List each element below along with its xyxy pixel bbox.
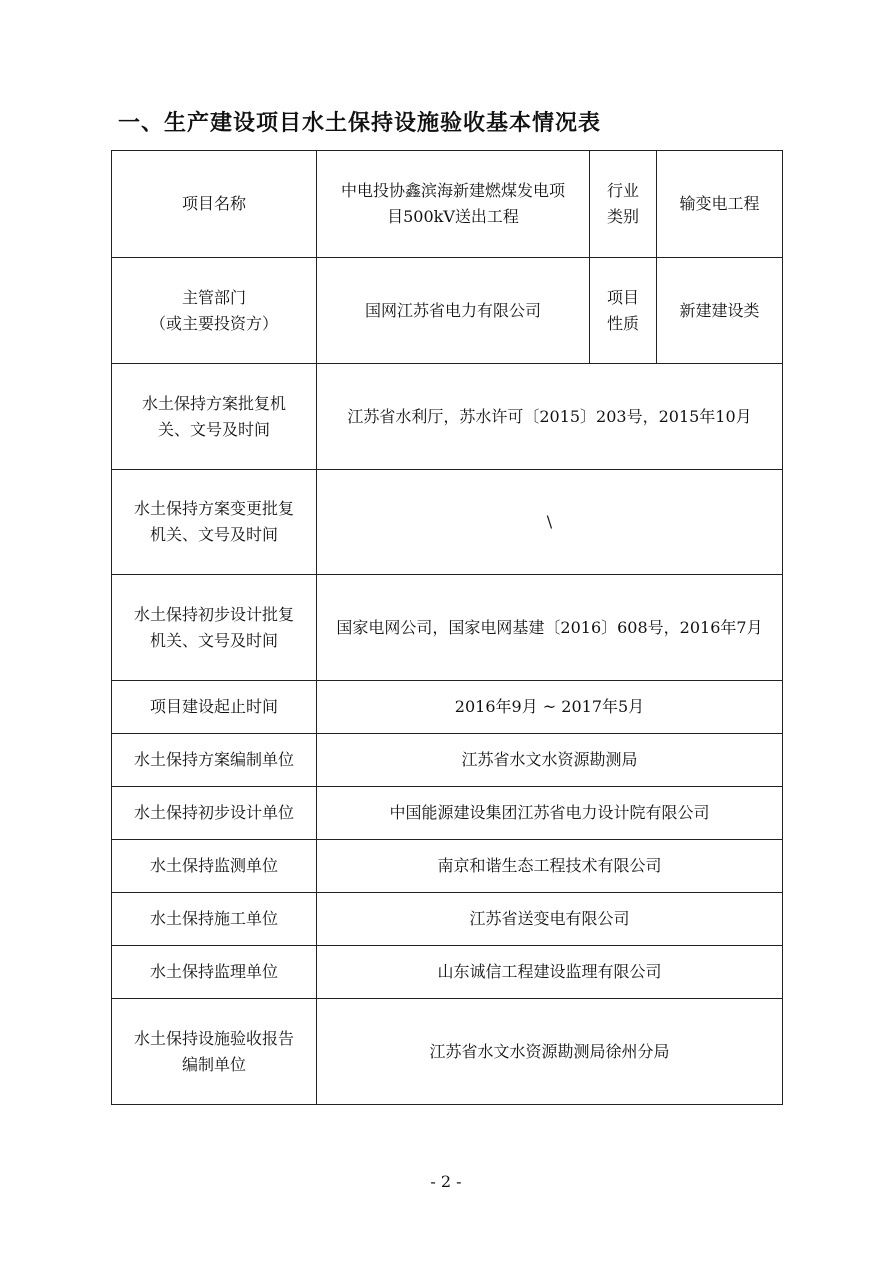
project-name-value-line2: 目500kV送出工程 [387, 207, 519, 226]
monitoring-unit-value: 南京和谐生态工程技术有限公司 [317, 840, 783, 893]
department-label-line1: 主管部门 [181, 287, 246, 307]
row-supervision-unit [112, 946, 783, 999]
plan-change-approval-label [112, 470, 317, 575]
department-value: 国网江苏省电力有限公司 [317, 258, 590, 364]
prelim-design-approval-label [112, 575, 317, 681]
project-name-value-line1: 中电投协鑫滨海新建燃煤发电项 [340, 181, 565, 200]
department-label-line2: （或主要投资方） [149, 313, 278, 333]
prelim-design-approval-label-line2: 机关、文号及时间 [149, 630, 278, 650]
construction-period-label: 项目建设起止时间 [112, 681, 317, 734]
plan-approval-label [112, 364, 317, 470]
supervision-unit-value: 山东诚信工程建设监理有限公司 [317, 946, 783, 999]
industry-category-value: 输变电工程 [657, 151, 783, 258]
project-nature-label [590, 258, 657, 364]
report-compiler-label [112, 999, 317, 1105]
construction-unit-label: 水土保持施工单位 [112, 893, 317, 946]
project-nature-label-line1: 项目 [606, 287, 639, 307]
project-nature-label-line2: 性质 [606, 313, 639, 333]
industry-category-label-line2: 类别 [606, 207, 639, 226]
construction-unit-value: 江苏省送变电有限公司 [317, 893, 783, 946]
report-compiler-value: 江苏省水文水资源勘测局徐州分局 [317, 999, 783, 1105]
row-prelim-design-approval [112, 575, 783, 681]
report-compiler-label-line2: 编制单位 [181, 1054, 246, 1074]
row-monitoring-unit [112, 840, 783, 893]
project-nature-value: 新建建设类 [657, 258, 783, 364]
page-title: 一、生产建设项目水土保持设施验收基本情况表 [118, 111, 602, 136]
prelim-design-approval-label-line1: 水土保持初步设计批复 [133, 604, 294, 624]
row-construction-period [112, 681, 783, 734]
row-department [112, 258, 783, 364]
row-plan-approval [112, 364, 783, 470]
page-number: - 2 - [430, 1172, 462, 1191]
plan-approval-label-line1: 水土保持方案批复机 [141, 393, 286, 413]
department-label [112, 258, 317, 364]
project-name-value [317, 151, 590, 258]
row-plan-change-approval [112, 470, 783, 575]
row-plan-compiler [112, 734, 783, 787]
row-construction-unit [112, 893, 783, 946]
supervision-unit-label: 水土保持监理单位 [112, 946, 317, 999]
report-compiler-label-line1: 水土保持设施验收报告 [133, 1028, 294, 1048]
project-name-label: 项目名称 [112, 151, 317, 258]
plan-compiler-label: 水土保持方案编制单位 [112, 734, 317, 787]
construction-period-value: 2016年9月 ~ 2017年5月 [317, 681, 783, 734]
prelim-designer-value: 中国能源建设集团江苏省电力设计院有限公司 [317, 787, 783, 840]
plan-change-approval-value: \ [317, 470, 783, 575]
plan-change-approval-label-line2: 机关、文号及时间 [149, 525, 278, 544]
plan-approval-label-line2: 关、文号及时间 [157, 419, 270, 439]
industry-category-label [590, 151, 657, 258]
monitoring-unit-label: 水土保持监测单位 [112, 840, 317, 893]
row-prelim-designer [112, 787, 783, 840]
plan-approval-value: 江苏省水利厅，苏水许可〔2015〕203号，2015年10月 [317, 364, 783, 470]
prelim-design-approval-value: 国家电网公司，国家电网基建〔2016〕608号，2016年7月 [317, 575, 783, 681]
prelim-designer-label: 水土保持初步设计单位 [112, 787, 317, 840]
row-report-compiler [112, 999, 783, 1105]
industry-category-label-line1: 行业 [606, 181, 639, 200]
plan-change-approval-label-line1: 水土保持方案变更批复 [133, 499, 294, 518]
row-project-name [112, 151, 783, 258]
acceptance-info-table [111, 150, 783, 1105]
plan-compiler-value: 江苏省水文水资源勘测局 [317, 734, 783, 787]
